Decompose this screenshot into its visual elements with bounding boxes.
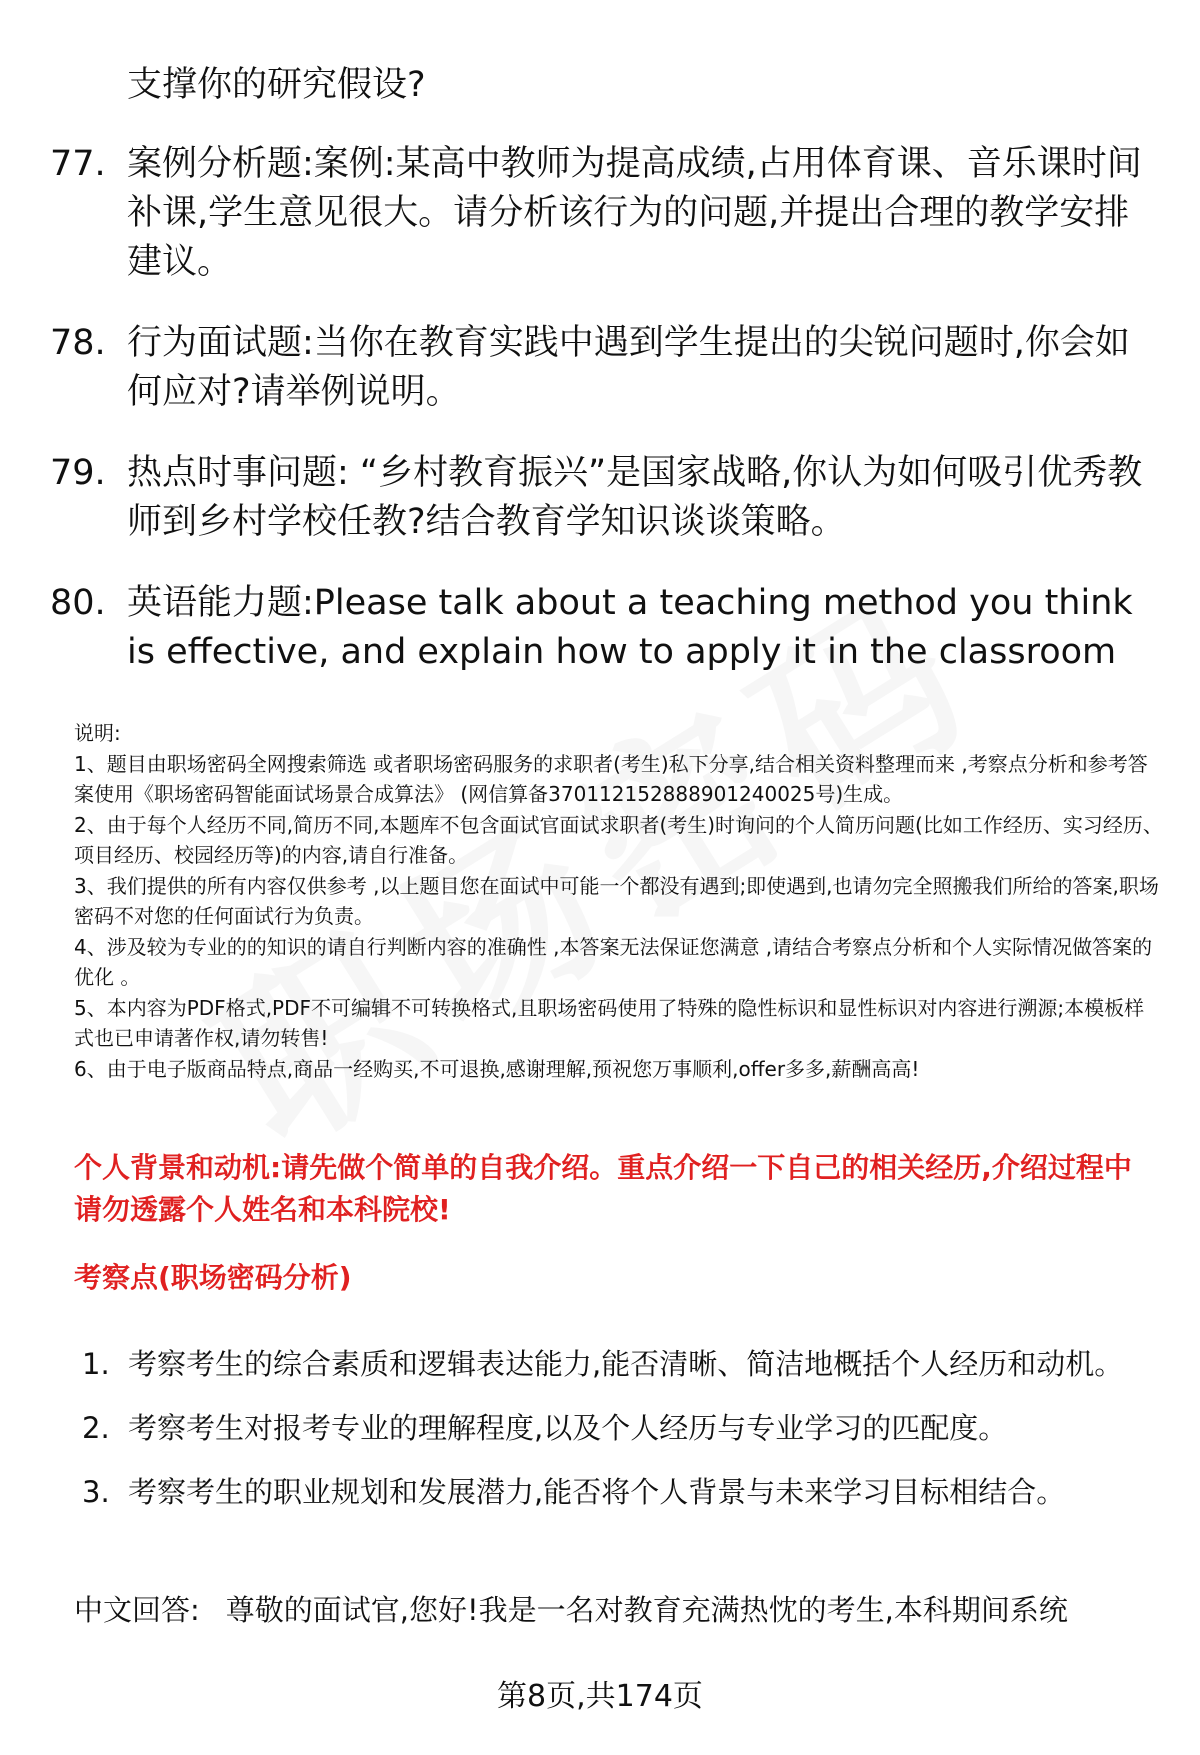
- question-item: [50, 579, 1160, 677]
- assessment-points-heading: 考察点(职场密码分析): [74, 1261, 352, 1294]
- question-text: 英语能力题:Please talk about a teaching method you think is effective, and explain how to apply it in the classroom: [127, 583, 1133, 672]
- answer-text: 尊敬的面试官,您好!我是一名对教育充满热忱的考生,本科期间系统: [225, 1593, 1068, 1627]
- assessment-points-list: [82, 1332, 1142, 1524]
- question-number: 79.: [50, 453, 106, 493]
- point-text: 考察考生对报考专业的理解程度,以及个人经历与专业学习的匹配度。: [128, 1411, 1008, 1445]
- assessment-point: [82, 1460, 1142, 1524]
- continued-question-text: 支撑你的研究假设?: [127, 65, 426, 105]
- point-text: 考察考生的职业规划和发展潜力,能否将个人背景与未来学习目标相结合。: [128, 1475, 1066, 1509]
- assessment-point: [82, 1396, 1142, 1460]
- point-text: 考察考生的综合素质和逻辑表达能力,能否清晰、简洁地概括个人经历和动机。: [128, 1347, 1124, 1381]
- answer-label: 中文回答:: [74, 1593, 200, 1627]
- interview-question-heading: 个人背景和动机:请先做个简单的自我介绍。重点介绍一下自己的相关经历,介绍过程中请勿透露个人姓名和本科院校!: [74, 1151, 1132, 1226]
- note-item: 3、我们提供的所有内容仅供参考 ,以上题目您在面试中可能一个都没有遇到;即使遇到,也请勿完全照搬我们所给的答案,职场密码不对您的任何面试行为负责。: [74, 873, 1159, 928]
- question-text: 热点时事问题: “乡村教育振兴”是国家战略,你认为如何吸引优秀教师到乡村学校任教?结合教育学知识谈谈策略。: [127, 453, 1143, 542]
- question-number: 80.: [50, 583, 106, 623]
- note-item: 4、涉及较为专业的的知识的请自行判断内容的准确性 ,本答案无法保证您满意 ,请结合考察点分析和个人实际情况做答案的优化 。: [74, 934, 1153, 989]
- question-number: 77.: [50, 144, 106, 184]
- question-item: [50, 319, 1160, 417]
- question-number: 78.: [50, 323, 106, 363]
- note-item: 2、由于每个人经历不同,简历不同,本题库不包含面试官面试求职者(考生)时询问的个人简历问题(比如工作经历、实习经历、项目经历、校园经历等)的内容,请自行准备。: [74, 812, 1163, 867]
- note-item: 5、本内容为PDF格式,PDF不可编辑不可转换格式,且职场密码使用了特殊的隐性标识和显性标识对内容进行溯源;本模板样式也已申请著作权,请勿转售!: [74, 995, 1145, 1050]
- question-item: [50, 140, 1160, 287]
- page-footer: 第8页,共174页: [497, 1679, 703, 1714]
- note-item: 1、题目由职场密码全网搜索筛选 或者职场密码服务的求职者(考生)私下分享,结合相关资料整理而来 ,考察点分析和参考答案使用《职场密码智能面试场景合成算法》 (网信算备370112152888901240025号)生成。: [74, 751, 1148, 806]
- point-number: 1.: [82, 1347, 110, 1381]
- notes-section: [74, 718, 1164, 1084]
- note-item: 6、由于电子版商品特点,商品一经购买,不可退换,感谢理解,预祝您万事顺利,offer多多,薪酬高高!: [74, 1056, 920, 1081]
- chinese-answer: [74, 1588, 1068, 1632]
- question-text: 案例分析题:案例:某高中教师为提高成绩,占用体育课、音乐课时间补课,学生意见很大。请分析该行为的问题,并提出合理的教学安排建议。: [127, 144, 1142, 282]
- point-number: 2.: [82, 1411, 110, 1445]
- notes-title: 说明:: [74, 721, 121, 745]
- point-number: 3.: [82, 1475, 110, 1509]
- assessment-point: [82, 1332, 1142, 1396]
- question-text: 行为面试题:当你在教育实践中遇到学生提出的尖锐问题时,你会如何应对?请举例说明。: [127, 323, 1130, 412]
- question-list: [50, 140, 1160, 709]
- question-item: [50, 449, 1160, 547]
